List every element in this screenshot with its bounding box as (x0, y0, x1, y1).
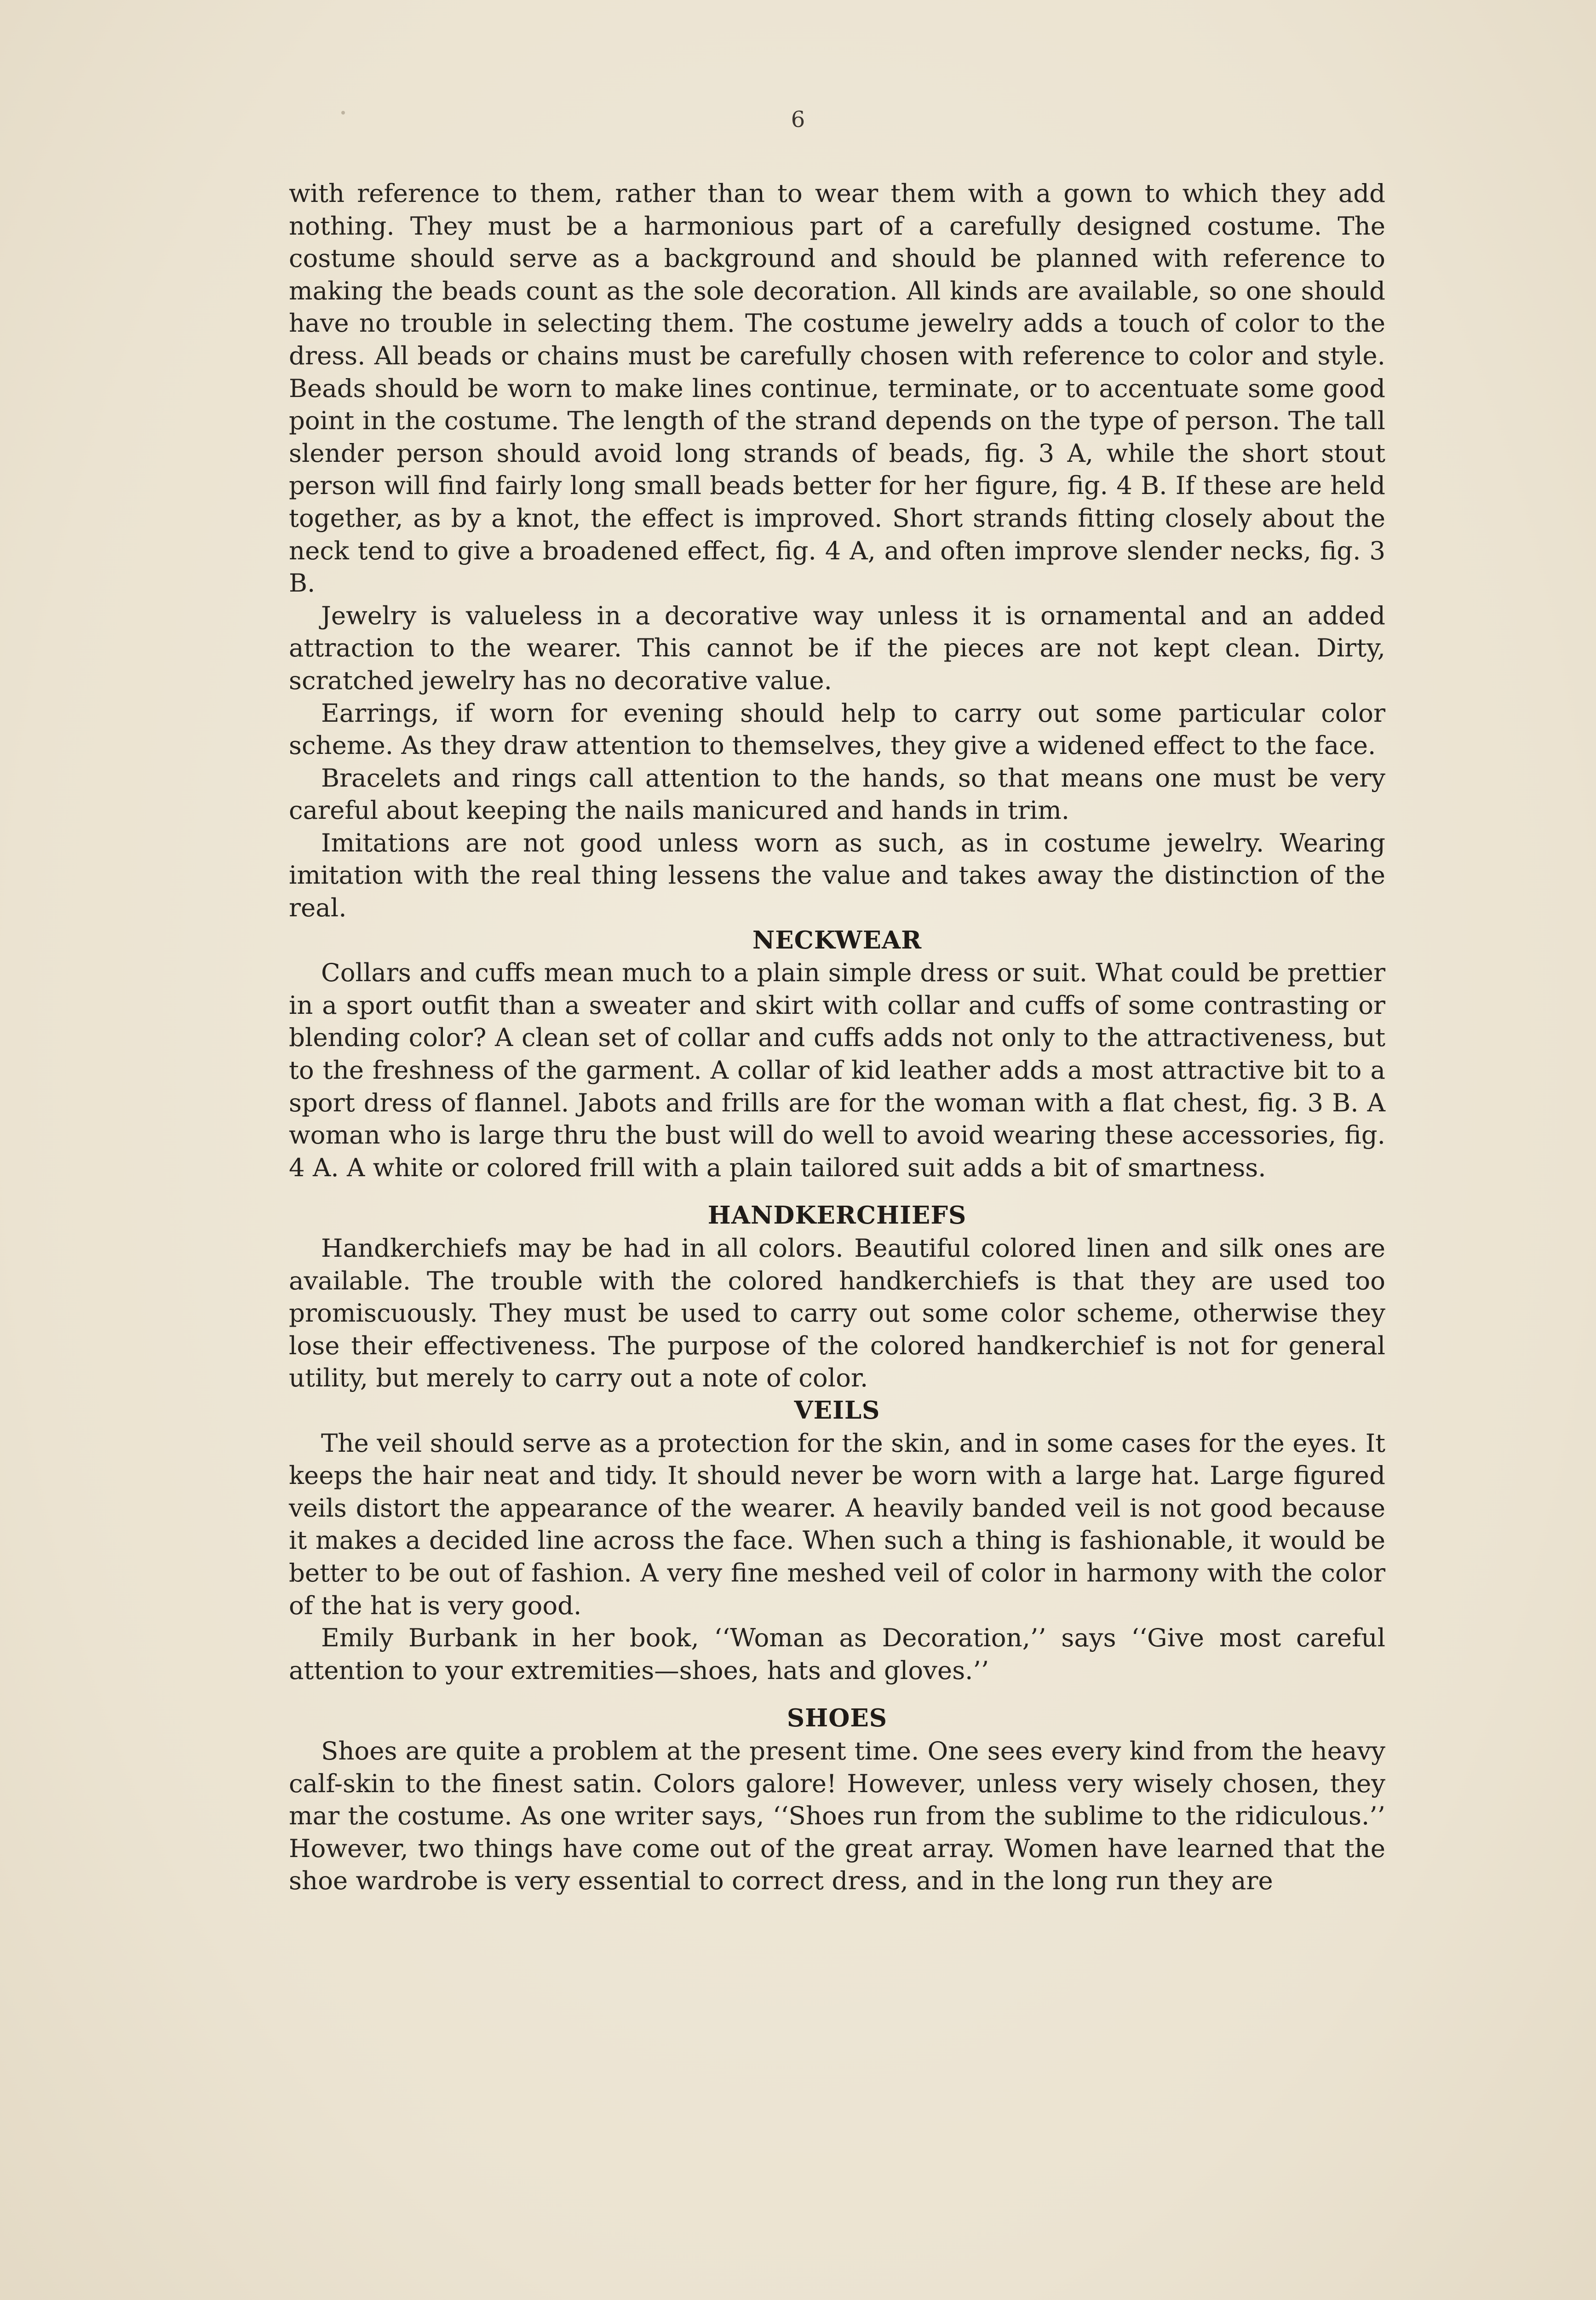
paragraph: with reference to them, rather than to wear them with a gown to which they add nothing. They must be a harmonious part of a carefully designed costume. The costume should serve as a background and should be planned with reference to making the beads count as the sole decoration. All kinds are available, so one should have no trouble in selecting them. The costume jewelry adds a touch of color to the dress. All beads or chains must be carefully chosen with reference to color and style. Beads should be worn to make lines continue, terminate, or to accentuate some good point in the costume. The length of the strand depends on the type of person. The tall slender person should avoid long strands of beads, fig. 3 A, while the short stout person will find fairly long small beads better for her figure, fig. 4 B. If these are held together, as by a knot, the effect is improved. Short strands fitting closely about the neck tend to give a broadened effect, fig. 4 A, and often improve slender necks, fig. 3 B. (289, 178, 1385, 598)
section-heading: SHOES (787, 1704, 888, 1733)
paragraph: The veil should serve as a protection for the skin, and in some cases for the eyes. It keeps the hair neat and tidy. It should never be worn with a large hat. Large figured veils distort the appearance of the wearer. A heavily banded veil is not good because it makes a decided line across the face. When such a thing is fashionable, it would be better to be out of fashion. A very fine meshed veil of color in harmony with the color of the hat is very good. (289, 1428, 1385, 1620)
paragraph: Imitations are not good unless worn as such, as in costume jewelry. Wearing imitation with the real thing lessens the value and takes away the distinction of the real. (289, 828, 1385, 923)
paragraph: Emily Burbank in her book, ‘‘Woman as Decoration,’’ says ‘‘Give most careful attention to your extremities—shoes, hats and gloves.’’ (289, 1623, 1385, 1685)
paragraph: Earrings, if worn for evening should help to carry out some particular color scheme. As they draw attention to themselves, they give a widened effect to the face. (289, 698, 1385, 760)
paragraph: Collars and cuffs mean much to a plain simple dress or suit. What could be prettier in a sport outfit than a sweater and skirt with collar and cuffs of some contrasting or blending color? A clean set of collar and cuffs adds not only to the attractiveness, but to the freshness of the garment. A collar of kid leather adds a most attractive bit to a sport dress of flannel. Jabots and frills are for the woman with a flat chest, fig. 3 B. A woman who is large thru the bust will do well to avoid wearing these accessories, fig. 4 A. A white or colored frill with a plain tailored suit adds a bit of smartness. (289, 958, 1385, 1182)
section-heading: HANDKERCHIEFS (707, 1201, 967, 1230)
paragraph: Jewelry is valueless in a decorative way unless it is ornamental and an added attraction to the wearer. This cannot be if the pieces are not kept clean. Dirty, scratched jewelry has no decorative value. (289, 600, 1385, 695)
page-number: 6 (791, 107, 805, 132)
section-heading: VEILS (794, 1396, 880, 1425)
section-heading: NECKWEAR (752, 926, 922, 954)
paragraph: Shoes are quite a problem at the present time. One sees every kind from the heavy calf-skin to the finest satin. Colors galore! However, unless very wisely chosen, they mar the costume. As one writer says, ‘‘Shoes run from the sublime to the ridiculous.’’ However, two things have come out of the great array. Women have learned that the shoe wardrobe is very essential to correct dress, and in the long run they are (289, 1736, 1385, 1896)
paragraph: Bracelets and rings call attention to the hands, so that means one must be very careful about keeping the nails manicured and hands in trim. (289, 763, 1385, 825)
paragraph: Handkerchiefs may be had in all colors. Beautiful colored linen and silk ones are available. The trouble with the colored handkerchiefs is that they are used too promiscuously. They must be used to carry out some color scheme, otherwise they lose their effectiveness. The purpose of the colored handkerchief is not for general utility, but merely to carry out a note of color. (289, 1233, 1385, 1393)
body-text (289, 177, 1385, 1897)
